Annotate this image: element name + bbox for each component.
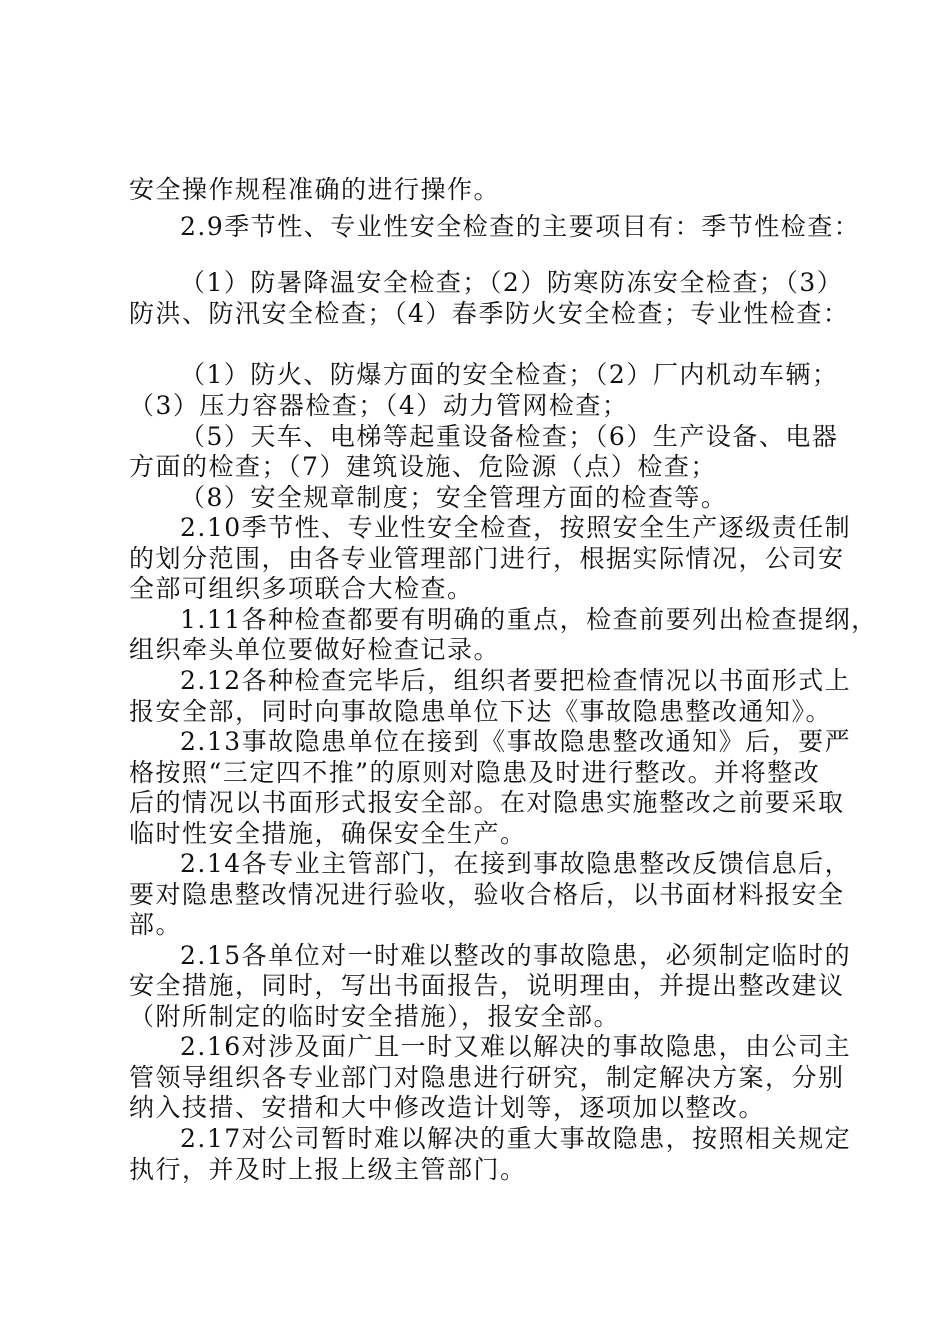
text-line: 执行，并及时上报上级主管部门。 bbox=[129, 1155, 527, 1184]
text-line: 2.9季节性、专业性安全检查的主要项目有：季节性检查： bbox=[180, 212, 861, 241]
text-line: 2.16对涉及面广且一时又难以解决的事故隐患，由公司主 bbox=[180, 1032, 852, 1061]
text-line: 2.14各专业主管部门，在接到事故隐患整改反馈信息后， bbox=[180, 849, 852, 878]
text-line: 防洪、防汛安全检查；（4）春季防火安全检查；专业性检查： bbox=[129, 299, 850, 328]
text-line: 要对隐患整改情况进行验收，验收合格后，以书面材料报安全 bbox=[129, 880, 845, 909]
text-line: 管领导组织各专业部门对隐患进行研究，制定解决方案，分别 bbox=[129, 1063, 845, 1092]
text-line: 的划分范围，由各专业管理部门进行，根据实际情况，公司安 bbox=[129, 544, 845, 573]
text-line: （附所制定的临时安全措施），报安全部。 bbox=[129, 1002, 621, 1031]
text-line: 2.15各单位对一时难以整改的事故隐患，必须制定临时的 bbox=[180, 941, 852, 970]
text-line: 2.12各种检查完毕后，组织者要把检查情况以书面形式上 bbox=[180, 666, 852, 695]
text-line: 格按照“三定四不推”的原则对隐患及时进行整改。并将整改 bbox=[129, 758, 821, 787]
text-line: 后的情况以书面形式报安全部。在对隐患实施整改之前要采取 bbox=[129, 788, 845, 817]
text-line: （1）防暑降温安全检查；（2）防寒防冻安全检查；（3） bbox=[180, 268, 844, 297]
text-line: 部。 bbox=[129, 910, 183, 939]
text-line: （8）安全规章制度；安全管理方面的检查等。 bbox=[180, 483, 728, 512]
text-line: （5）天车、电梯等起重设备检查；（6）生产设备、电器 bbox=[180, 422, 839, 451]
text-line: 2.17对公司暂时难以解决的重大事故隐患，按照相关规定 bbox=[180, 1124, 852, 1153]
text-line: 方面的检查；（7）建筑设施、危险源（点）检查； bbox=[129, 452, 717, 481]
text-line: 临时性安全措施，确保安全生产。 bbox=[129, 819, 527, 848]
text-line: 安全操作规程准确的进行操作。 bbox=[129, 175, 501, 204]
text-line: 1.11各种检查都要有明确的重点，检查前要列出检查提纲， bbox=[180, 605, 878, 634]
text-line: 组织牵头单位要做好检查记录。 bbox=[129, 635, 501, 664]
text-line: 2.10季节性、专业性安全检查，按照安全生产逐级责任制 bbox=[180, 513, 852, 542]
text-line: 报安全部，同时向事故隐患单位下达《事故隐患整改通知》。 bbox=[129, 697, 833, 726]
text-line: 全部可组织多项联合大检查。 bbox=[129, 574, 474, 603]
text-line: （1）防火、防爆方面的安全检查；（2）厂内机动车辆； bbox=[180, 360, 839, 389]
text-line: 安全措施，同时，写出书面报告，说明理由，并提出整改建议 bbox=[129, 971, 845, 1000]
text-line: 2.13事故隐患单位在接到《事故隐患整改通知》后，要严 bbox=[180, 727, 852, 756]
text-line: （3）压力容器检查；（4）动力管网检查； bbox=[129, 391, 629, 420]
text-line: 纳入技措、安措和大中修改造计划等，逐项加以整改。 bbox=[129, 1093, 766, 1122]
